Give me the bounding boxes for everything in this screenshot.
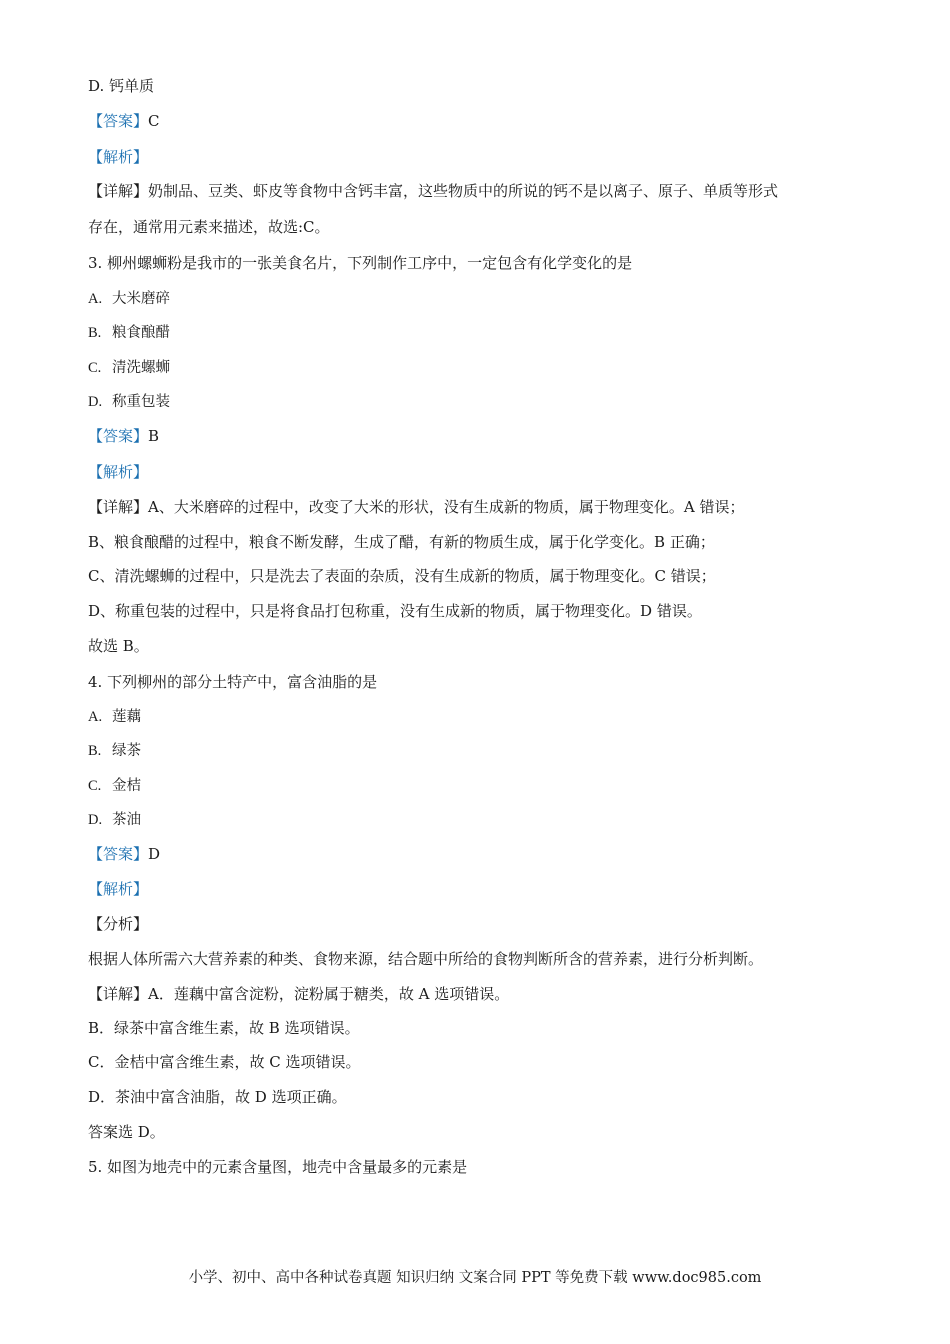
q2-detail-line-2: 存在，通常用元素来描述，故选:C。 <box>88 218 330 236</box>
option-letter: C. <box>88 360 102 376</box>
q3-detail-line-2: B、粮食酿醋的过程中，粮食不断发酵，生成了醋，有新的物质生成，属于化学变化。B 正确； <box>88 533 715 551</box>
option-letter: A. <box>88 709 103 725</box>
detail-tag: 【详解】 <box>88 985 149 1003</box>
q4-option-d <box>88 810 141 830</box>
option-letter: B. <box>88 743 102 759</box>
q3-analysis-tag: 【解析】 <box>88 463 149 481</box>
q4-option-c <box>88 776 141 796</box>
detail-tag: 【详解】 <box>88 498 149 516</box>
q4-analysis-tag: 【解析】 <box>88 880 149 898</box>
option-text: 清洗螺蛳 <box>112 360 170 376</box>
q4-detail-line-4: D．茶油中富含油脂，故 D 选项正确。 <box>88 1088 347 1106</box>
answer-tag: 【答案】 <box>88 427 149 445</box>
option-text: 莲藕 <box>112 709 141 725</box>
answer-tag: 【答案】 <box>88 845 149 863</box>
answer-value: B <box>148 427 160 445</box>
option-letter: B. <box>88 325 102 341</box>
option-letter: A. <box>88 291 103 307</box>
q5-stem: 5. 如图为地壳中的元素含量图，地壳中含量最多的元素是 <box>88 1158 468 1176</box>
option-letter: C. <box>88 778 102 794</box>
q3-answer-line <box>88 426 159 446</box>
option-text: 称重包装 <box>112 394 170 410</box>
q3-option-a <box>88 289 170 309</box>
q4-fenxi-text: 根据人体所需六大营养素的种类、食物来源，结合题中所给的食物判断所含的营养素，进行分析判断。 <box>88 950 764 968</box>
answer-tag: 【答案】 <box>88 112 149 130</box>
q4-detail-line-1 <box>88 984 509 1004</box>
option-text: 茶油 <box>112 812 141 828</box>
q3-detail-line-3: C、清洗螺蛳的过程中，只是洗去了表面的杂质，没有生成新的物质，属于物理变化。C 错误； <box>88 567 716 585</box>
detail-text: 奶制品、豆类、虾皮等食物中含钙丰富，这些物质中的所说的钙不是以离子、原子、单质等形式 <box>148 182 779 200</box>
q3-detail-line-1 <box>88 497 744 517</box>
detail-tag: 【详解】 <box>88 182 149 200</box>
q4-fenxi-tag: 【分析】 <box>88 915 149 933</box>
q4-stem: 4. 下列柳州的部分土特产中，富含油脂的是 <box>88 673 378 691</box>
option-text: 大米磨碎 <box>112 291 170 307</box>
q3-conclusion: 故选 B。 <box>88 637 149 655</box>
q3-detail-line-4: D、称重包装的过程中，只是将食品打包称重，没有生成新的物质，属于物理变化。D 错误。 <box>88 602 702 620</box>
q2-answer-line <box>88 111 160 131</box>
option-letter: D. <box>88 394 103 410</box>
q4-conclusion: 答案选 D。 <box>88 1123 165 1141</box>
option-letter: D. <box>88 812 103 828</box>
option-text: 粮食酿醋 <box>112 325 170 341</box>
q2-detail-line-1 <box>88 181 778 201</box>
q3-stem: 3. 柳州螺蛳粉是我市的一张美食名片，下列制作工序中，一定包含有化学变化的是 <box>88 254 633 272</box>
detail-text: A、大米磨碎的过程中，改变了大米的形状，没有生成新的物质，属于物理变化。A 错误； <box>148 498 745 516</box>
detail-text: A．莲藕中富含淀粉，淀粉属于糖类，故 A 选项错误。 <box>148 985 510 1003</box>
option-text: 金桔 <box>112 778 141 794</box>
q3-option-c <box>88 358 170 378</box>
q4-detail-line-2: B．绿茶中富含维生素，故 B 选项错误。 <box>88 1019 360 1037</box>
q4-option-b <box>88 741 141 761</box>
page-footer: 小学、初中、高中各种试卷真题 知识归纳 文案合同 PPT 等免费下载 www.doc985.com <box>188 1270 762 1286</box>
q4-answer-line <box>88 844 160 864</box>
q3-option-b <box>88 323 170 343</box>
answer-value: D <box>148 845 161 863</box>
answer-value: C <box>148 112 160 130</box>
q4-option-a <box>88 707 141 727</box>
q4-detail-line-3: C．金桔中富含维生素，故 C 选项错误。 <box>88 1053 361 1071</box>
q2-option-d: D. 钙单质 <box>88 77 155 95</box>
q2-analysis-tag: 【解析】 <box>88 148 149 166</box>
option-text: 绿茶 <box>112 743 141 759</box>
q3-option-d <box>88 392 170 412</box>
